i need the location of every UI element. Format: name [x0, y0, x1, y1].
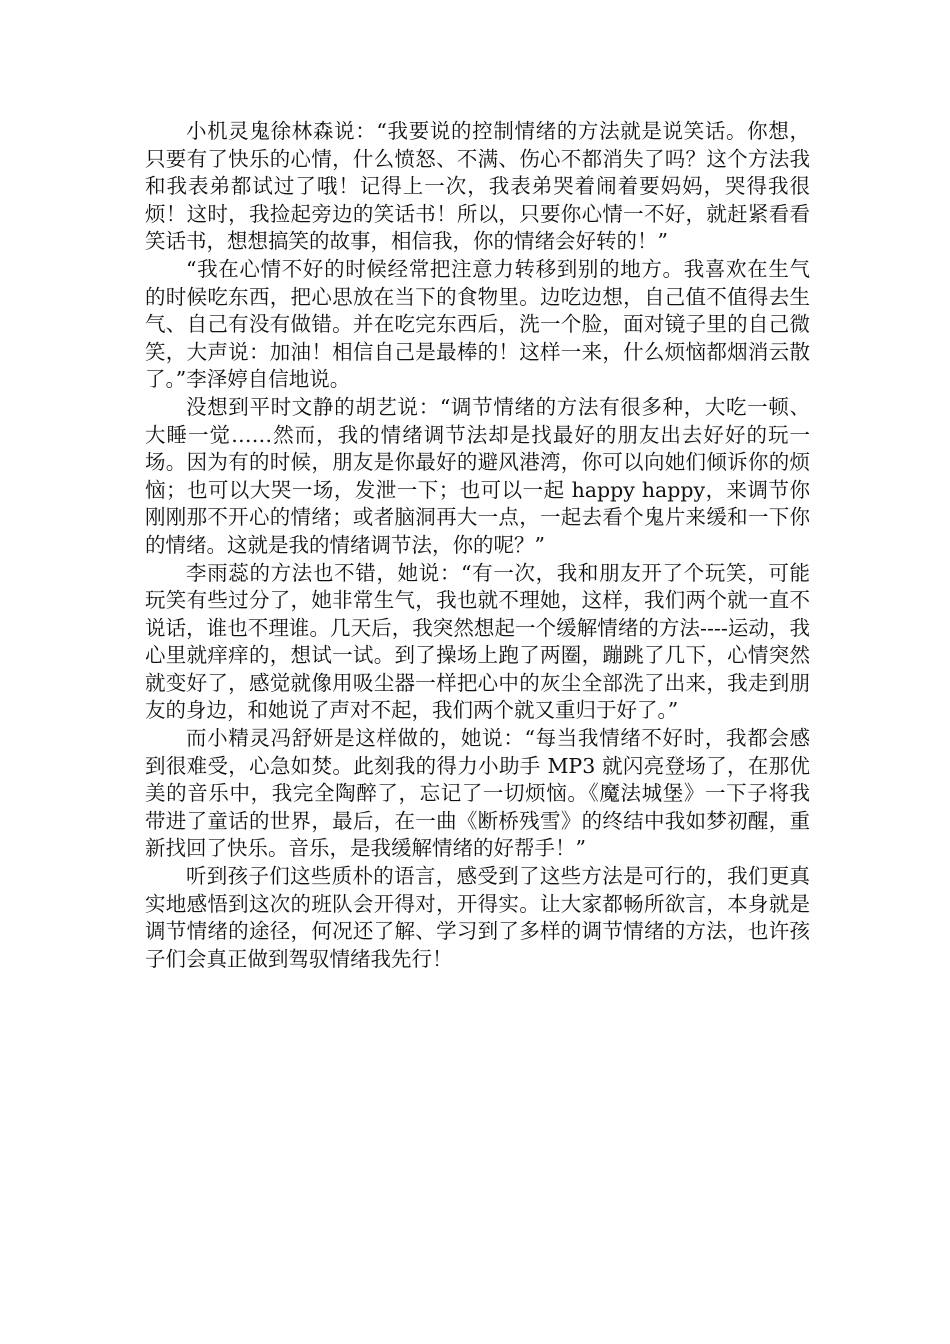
paragraph-conclusion: 听到孩子们这些质朴的语言，感受到了这些方法是可行的，我们更真实地感悟到这次的班队会开得对，开得实。让大家都畅所欲言，本身就是调节情绪的途径，何况还了解、学习到了多样的调节情绪的方法，也许孩子们会真正做到驾驭情绪我先行！ [145, 864, 810, 971]
paragraph-li-yurui: 李雨蕊的方法也不错，她说：“有一次，我和朋友开了个玩笑，可能玩笑有些过分了，她非常生气，我也就不理她，这样，我们两个就一直不说话，谁也不理谁。几天后，我突然想起一个缓解情绪的方法----运动，我心里就痒痒的，想试一试。到了操场上跑了两圈，蹦跳了几下，心情突然就变好了，感觉就像用吸尘器一样把心中的灰尘全部洗了出来，我走到朋友的身边，和她说了声对不起，我们两个就又重归于好了。” [145, 560, 810, 723]
document-body [145, 118, 810, 973]
paragraph-feng-shuyan: 而小精灵冯舒妍是这样做的，她说：“每当我情绪不好时，我都会感到很难受，心急如焚。此刻我的得力小助手 MP3 就闪亮登场了，在那优美的音乐中，我完全陶醉了，忘记了一切烦恼。《魔法城堡》一下子将我带进了童话的世界，最后，在一曲《断桥残雪》的终结中我如梦初醒，重新找回了快乐。音乐，是我缓解情绪的好帮手！” [145, 726, 810, 861]
paragraph-hu-yi: 没想到平时文静的胡艺说：“调节情绪的方法有很多种，大吃一顿、大睡一觉……然而，我的情绪调节法却是找最好的朋友出去好好的玩一场。因为有的时候，朋友是你最好的避风港湾，你可以向她们倾诉你的烦恼；也可以大哭一场，发泄一下；也可以一起 happy happy，来调节你刚刚那不开心的情绪；或者脑洞再大一点，一起去看个鬼片来缓和一下你的情绪。这就是我的情绪调节法，你的呢？” [145, 394, 810, 557]
paragraph-xu-linsen: 小机灵鬼徐林森说：“我要说的控制情绪的方法就是说笑话。你想，只要有了快乐的心情，什么愤怒、不满、伤心不都消失了吗？这个方法我和我表弟都试过了哦！记得上一次，我表弟哭着闹着要妈妈，哭得我很烦！这时，我捡起旁边的笑话书！所以，只要你心情一不好，就赶紧看看笑话书，想想搞笑的故事，相信我，你的情绪会好转的！” [145, 119, 810, 254]
paragraph-li-zeting: “我在心情不好的时候经常把注意力转移到别的地方。我喜欢在生气的时候吃东西，把心思放在当下的食物里。边吃边想，自己值不值得去生气、自己有没有做错。并在吃完东西后，洗一个脸，面对镜子里的自己微笑，大声说：加油！相信自己是最棒的！这样一来，什么烦恼都烟消云散了。”李泽婷自信地说。 [145, 256, 810, 392]
